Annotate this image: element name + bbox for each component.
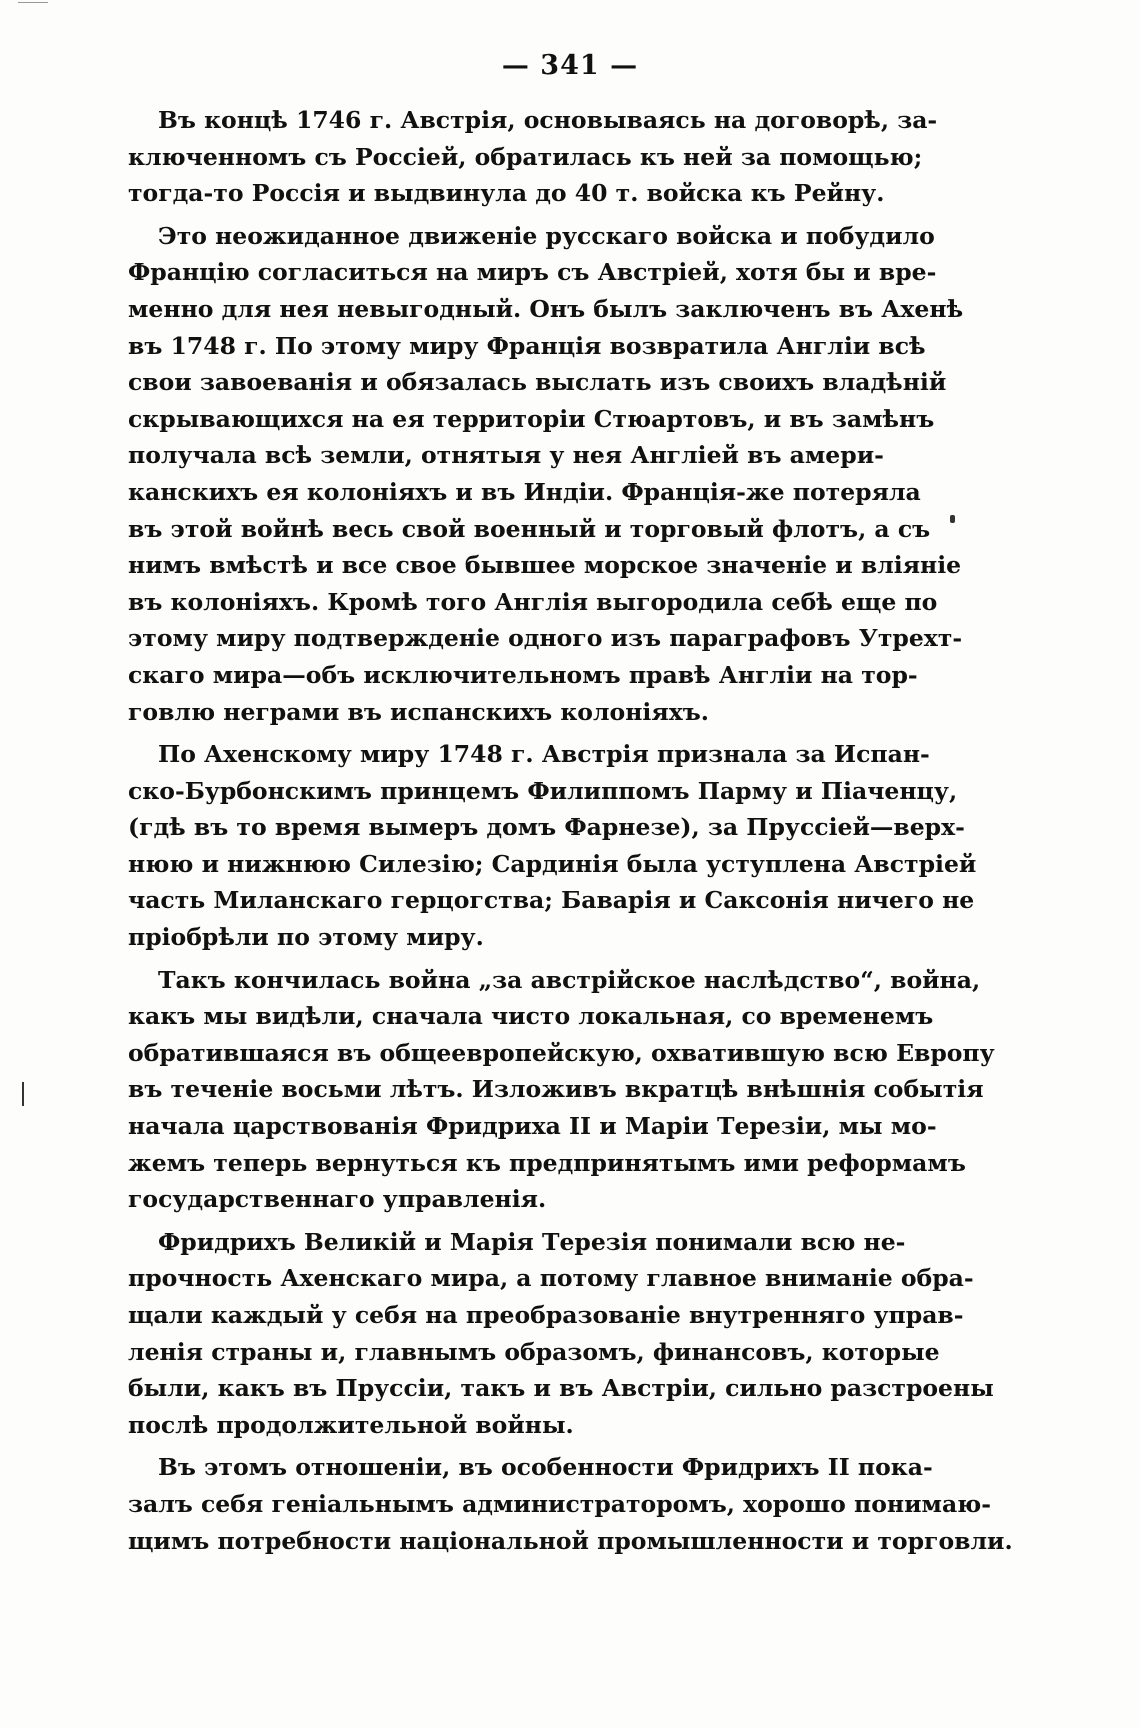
paragraph-5 (128, 1224, 994, 1444)
text-line: въ 1748 г. По этому миру Франція возвратила Англіи всѣ (128, 331, 926, 360)
text-line: пріобрѣли по этому миру. (128, 923, 484, 952)
text-line: Францію согласиться на миръ съ Австріей, хотя бы и вре- (128, 258, 937, 287)
scan-artifact-dot (950, 515, 955, 523)
text-line: Фридрихъ Великій и Марія Терезія понимали всю не- (158, 1227, 906, 1256)
paragraph-1 (128, 102, 938, 212)
text-line: скрывающихся на ея территоріи Стюартовъ, и въ замѣнъ (128, 404, 935, 433)
text-line: часть Миланскаго герцогства; Баварія и Саксонія ничего не (128, 886, 975, 915)
paragraph-2 (128, 218, 964, 730)
body-text (128, 102, 1013, 1565)
text-line: нимъ вмѣстѣ и все свое бывшее морское значеніе и вліяніе (128, 551, 962, 580)
text-line: щимъ потребности національной промышленности и торговли. (128, 1526, 1013, 1555)
text-line: ско-Бурбонскимъ принцемъ Филиппомъ Парму и Піаченцу, (128, 776, 958, 805)
scan-artifact-top (18, 2, 48, 3)
text-line: въ теченіе восьми лѣтъ. Изложивъ вкратцѣ внѣшнія событія (128, 1075, 984, 1104)
text-line: нюю и нижнюю Силезію; Сардинія была уступлена Австріей (128, 849, 977, 878)
text-line: тогда-то Россія и выдвинула до 40 т. войска къ Рейну. (128, 179, 885, 208)
text-line: скаго мира—объ исключительномъ правѣ Англіи на тор- (128, 660, 918, 689)
page-number: — 341 — (501, 50, 639, 81)
text-line: ленія страны и, главнымъ образомъ, финансовъ, которые (128, 1337, 940, 1366)
text-line: залъ себя геніальнымъ администраторомъ, хорошо понимаю- (128, 1489, 992, 1518)
text-line: Въ концѣ 1746 г. Австрія, основываясь на договорѣ, за- (158, 106, 938, 134)
scan-artifact-tick (22, 1082, 24, 1106)
text-line: этому миру подтвержденіе одного изъ параграфовъ Утрехт- (128, 624, 963, 653)
text-line: щали каждый у себя на преобразованіе внутренняго управ- (128, 1301, 964, 1329)
text-line: говлю неграми въ испанскихъ колоніяхъ. (128, 697, 709, 726)
text-line: въ этой войнѣ весь свой военный и торговый флотъ, а съ (128, 514, 931, 543)
text-line: Въ этомъ отношеніи, въ особенности Фридрихъ II пока- (158, 1453, 933, 1482)
text-line: канскихъ ея колоніяхъ и въ Индіи. Франція-же потеряла (128, 477, 921, 506)
text-line: По Ахенскому миру 1748 г. Австрія признала за Испан- (158, 740, 930, 769)
text-line: (гдѣ въ то время вымеръ домъ Фарнезе), за Пруссіей—верх- (128, 813, 965, 842)
text-line: начала царствованія Фридриха II и Маріи Терезіи, мы мо- (128, 1112, 937, 1141)
text-line: какъ мы видѣли, сначала чисто локальная, со временемъ (128, 1002, 934, 1031)
text-line: жемъ теперь вернуться къ предпринятымъ ими реформамъ (128, 1148, 966, 1177)
paragraph-3 (128, 736, 977, 956)
text-line: обратившаяся въ общеевропейскую, охватившую всю Европу (128, 1038, 995, 1067)
text-line: свои завоеванія и обязалась выслать изъ своихъ владѣній (128, 368, 947, 397)
text-line: получала всѣ земли, отнятыя у нея Англіей въ амери- (128, 441, 884, 470)
paragraph-6 (128, 1449, 1013, 1559)
text-line: Это неожиданное движеніе русскаго войска и побудило (158, 221, 935, 250)
text-line: въ колоніяхъ. Кромѣ того Англія выгородила себѣ еще по (128, 587, 938, 616)
paragraph-4 (128, 962, 995, 1218)
text-line: Такъ кончилась война „за австрійское наслѣдство“, война, (158, 965, 981, 994)
text-line: прочность Ахенскаго мира, а потому главное вниманіе обра- (128, 1264, 974, 1293)
text-line: послѣ продолжительной войны. (128, 1410, 574, 1439)
text-line: были, какъ въ Пруссіи, такъ и въ Австріи, сильно разстроены (128, 1374, 994, 1403)
text-line: ключенномъ съ Россіей, обратилась къ ней за помощью; (128, 142, 923, 171)
text-line: менно для нея невыгодный. Онъ былъ заключенъ въ Ахенѣ (128, 294, 964, 323)
text-line: государственнаго управленія. (128, 1185, 547, 1214)
